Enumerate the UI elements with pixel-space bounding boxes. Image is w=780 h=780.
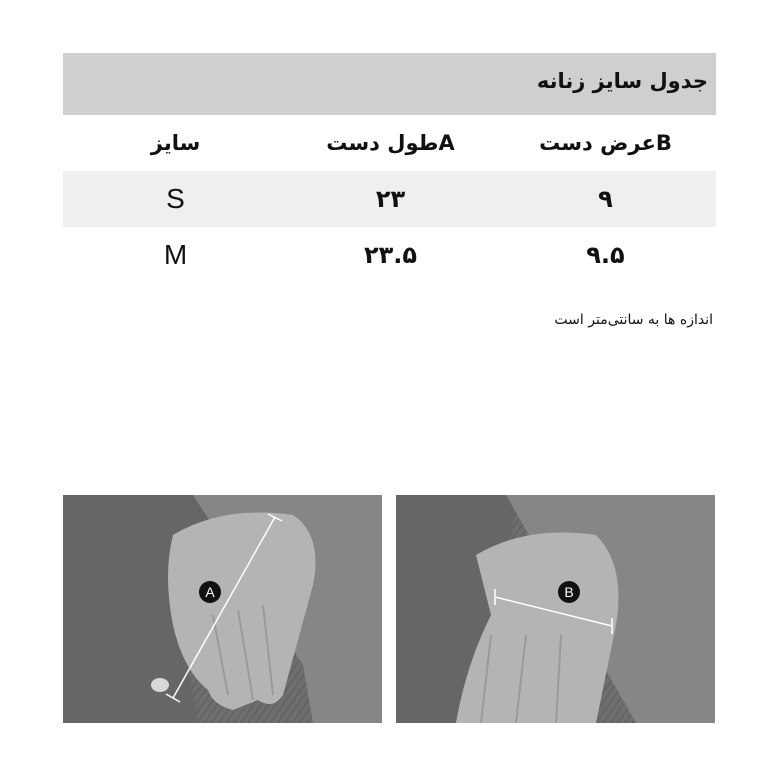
- page-title: جدول سایز زنانه: [536, 69, 708, 93]
- table-row: [63, 171, 716, 227]
- marker-a-label: A: [205, 584, 215, 600]
- size-cell: M: [163, 239, 188, 270]
- header-width-label: عرض دست: [539, 131, 656, 155]
- marker-b-label: B: [564, 584, 574, 600]
- header-width: [518, 115, 693, 171]
- table-row: [63, 227, 716, 283]
- table-header-row: [63, 115, 716, 171]
- hand-length-photo: [63, 495, 382, 723]
- header-size-label: سایز: [150, 131, 201, 155]
- length-cell: ۲۳: [375, 185, 406, 213]
- hand-width-photo: [396, 495, 715, 723]
- header-length-letter: A: [438, 131, 455, 155]
- header-size: [98, 115, 253, 171]
- width-cell: ۹: [598, 185, 613, 213]
- unit-note: اندازه ها به سانتی‌متر است: [554, 312, 713, 328]
- length-cell: ۲۳.۵: [363, 241, 418, 269]
- header-width-letter: B: [655, 131, 672, 155]
- table-title-bar: [63, 53, 716, 115]
- width-cell: ۹.۵: [586, 241, 625, 269]
- header-length: [303, 115, 478, 171]
- header-length-label: طول دست: [326, 131, 439, 155]
- size-cell: S: [166, 183, 185, 214]
